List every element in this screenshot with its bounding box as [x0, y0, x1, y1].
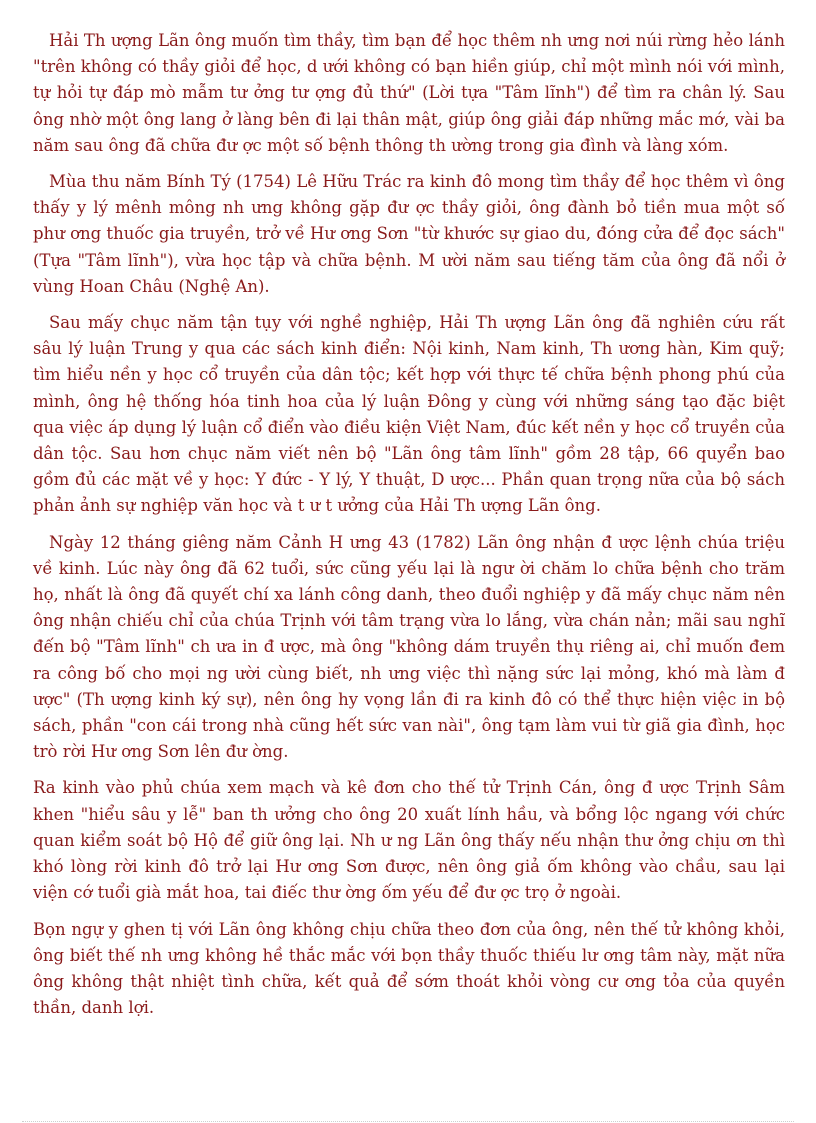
paragraph-1: Hải Th ượng Lãn ông muốn tìm thầy, tìm bạn để học thêm nh ưng nơi núi rừng hẻo lánh "trên không có thầy giỏi để học, d ưới không có bạn hiền giúp, chỉ một mình nói với mình, tự hỏi tự đáp mò mẫm tư ởng tư ợng đủ thứ" (Lời tựa "Tâm lĩnh") để tìm ra chân lý. Sau ông nhờ một ông lang ở làng bên đi lại thân mật, giúp ông giải đáp những mắc mớ, vài ba năm sau ông đã chữa đư ợc một số bệnh thông th ường trong gia đình và làng xóm. [33, 31, 785, 155]
paragraph-6: Bọn ngự y ghen tị với Lãn ông không chịu chữa theo đơn của ông, nên thế tử không khỏi, ông biết thế nh ưng không hề thắc mắc với bọn thầy thuốc thiếu lư ơng tâm này, mặt nữa ông không thật nhiệt tình chữa, kết quả để sớm thoát khỏi vòng cư ơng tỏa của quyền thần, danh lợi. [33, 919, 785, 1018]
paragraph-5: Ra kinh vào phủ chúa xem mạch và kê đơn cho thế tử Trịnh Cán, ông đ ược Trịnh Sâm khen "hiểu sâu y lễ" ban th ưởng cho ông 20 xuất lính hầu, và bổng lộc ngang với chức quan kiểm soát bộ Hộ để giữ ông lại. Nh ư ng Lãn ông thấy nếu nhận thư ởng chịu ơn thì khó lòng rời kinh đô trở lại Hư ơng Sơn được, nên ông giả ốm không vào chầu, sau lại viện cớ tuổi già mắt hoa, tai điếc thư ờng ốm yếu để đư ợc trọ ở ngoài. [33, 778, 785, 903]
paragraph-3: Sau mấy chục năm tận tụy với nghề nghiệp, Hải Th ượng Lãn ông đã nghiên cứu rất sâu lý luận Trung y qua các sách kinh điển: Nội kinh, Nam kinh, Th ương hàn, Kim quỹ; tìm hiểu nền y học cổ truyền của dân tộc; kết hợp với thực tế chữa bệnh phong phú của mình, ông hệ thống hóa tinh hoa của lý luận Đông y cùng với những sáng tạo đặc biệt qua việc áp dụng lý luận cổ điển vào điều kiện Việt Nam, đúc kết nền y học cổ truyền của dân tộc. Sau hơn chục năm viết nên bộ "Lãn ông tâm lĩnh" gồm 28 tập, 66 quyển bao gồm đủ các mặt về y học: Y đức - Y lý, Y thuật, D ược... Phần quan trọng nữa của bộ sách phản ảnh sự nghiệp văn học và t ư t ưởng của Hải Th ượng Lãn ông. [33, 313, 785, 516]
paragraph-4: Ngày 12 tháng giêng năm Cảnh H ưng 43 (1782) Lãn ông nhận đ ược lệnh chúa triệu về kinh. Lúc này ông đã 62 tuổi, sức cũng yếu lại là ngư ời chăm lo chữa bệnh cho trăm họ, nhất là ông đã quyết chí xa lánh công danh, theo đuổi nghiệp y đã mấy chục năm nên ông nhận chiếu chỉ của chúa Trịnh với tâm trạng vừa lo lắng, vừa chán nản; mãi sau nghĩ đến bộ "Tâm lĩnh" ch ưa in đ ược, mà ông "không dám truyền thụ riêng ai, chỉ muốn đem ra công bố cho mọi ng ười cùng biết, nh ưng việc thì nặng sức lại mỏng, khó mà làm đ ược" (Th ượng kinh ký sự), nên ông hy vọng lần đi ra kinh đô có thể thực hiện việc in bộ sách, phần "con cái trong nhà cũng hết sức van nài", ông tạm làm vui từ giã gia đình, học trò rời Hư ơng Sơn lên đư ờng. [33, 532, 785, 762]
document-body [33, 28, 785, 1031]
paragraph-2: Mùa thu năm Bính Tý (1754) Lê Hữu Trác ra kinh đô mong tìm thầy để học thêm vì ông thấy y lý mênh mông nh ưng không gặp đư ợc thầy giỏi, ông đành bỏ tiền mua một số phư ơng thuốc gia truyền, trở về Hư ơng Sơn "từ khước sự giao du, đóng cửa để đọc sách" (Tựa "Tâm lĩnh"), vừa học tập và chữa bệnh. M ười năm sau tiếng tăm của ông đã nổi ở vùng Hoan Châu (Nghệ An). [33, 172, 785, 296]
page-bottom-divider [22, 1121, 794, 1122]
